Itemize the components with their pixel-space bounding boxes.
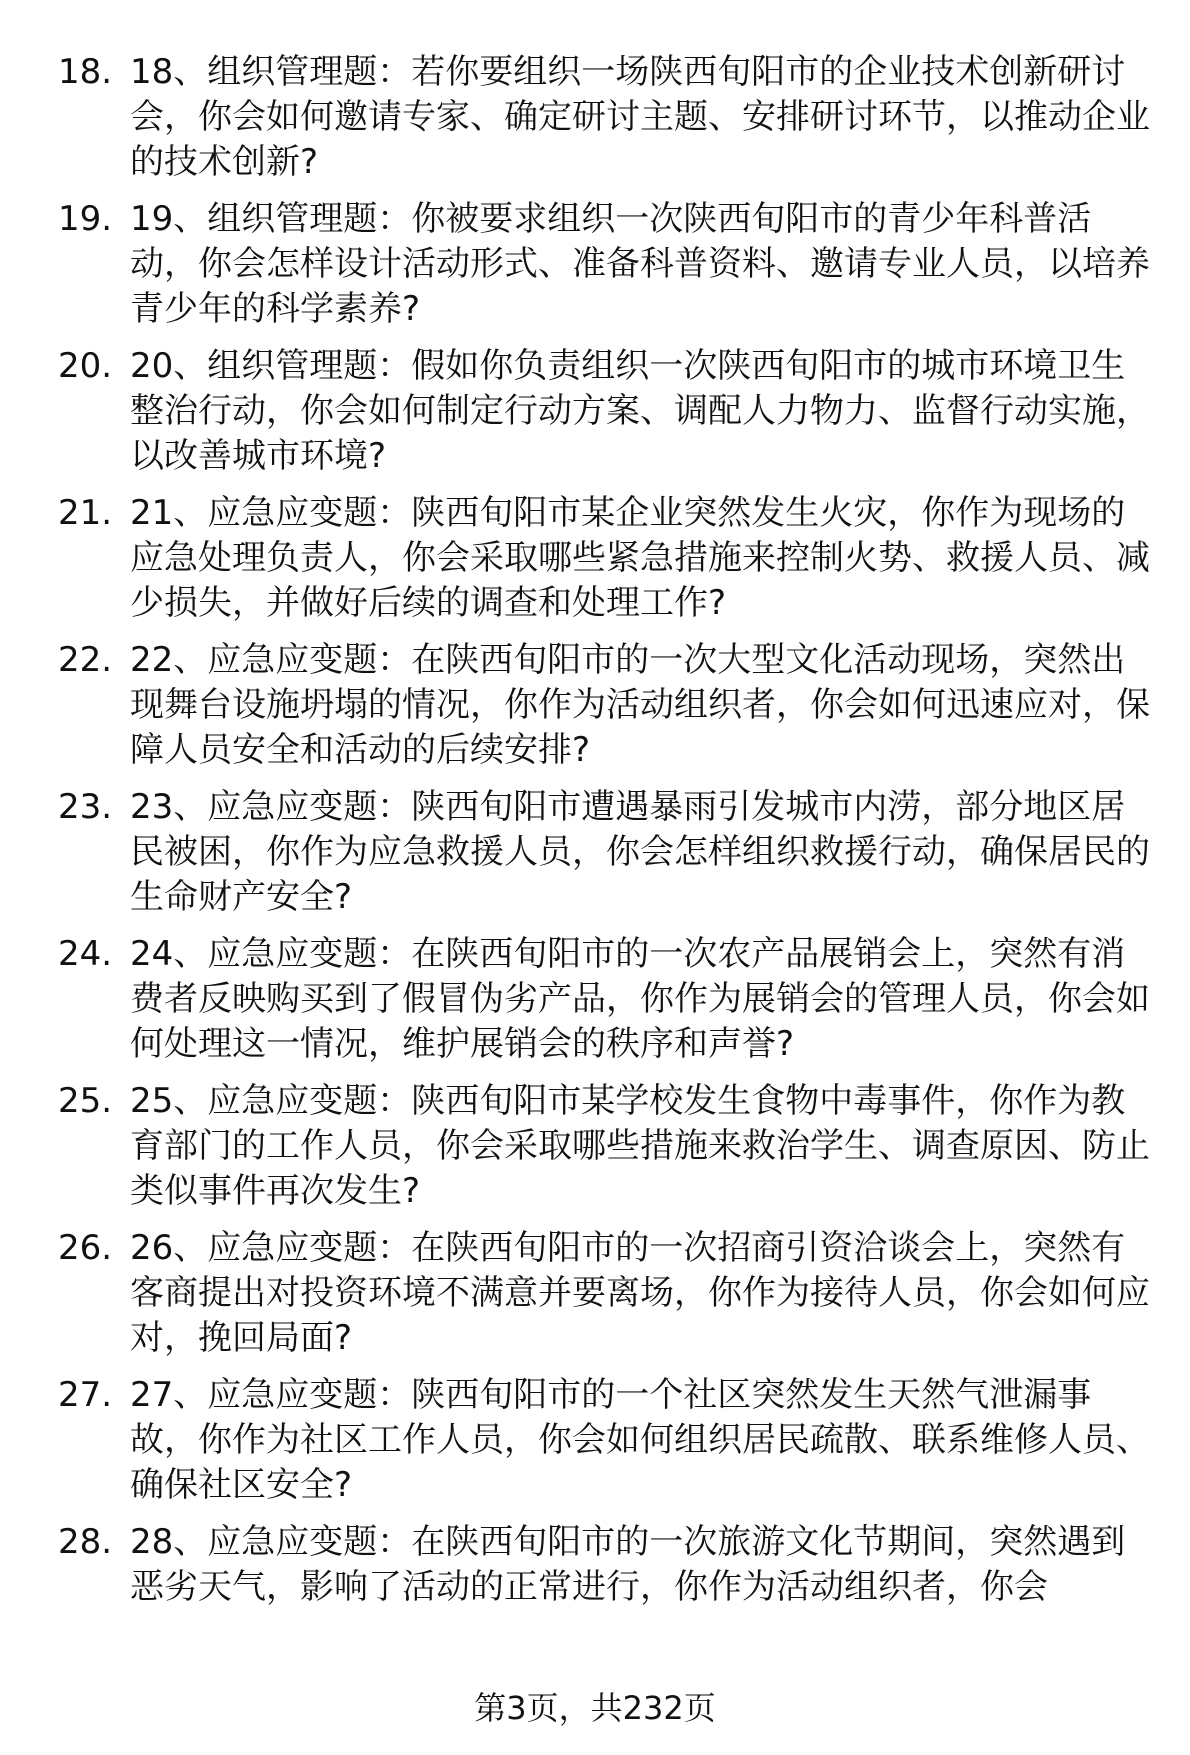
item-text: 19、组织管理题：你被要求组织一次陕西旬阳市的青少年科普活动，你会怎样设计活动形式、准备科普资料、邀请专业人员，以培养青少年的科学素养? [130, 199, 1150, 329]
item-number: 26. [58, 1228, 113, 1268]
item-number: 28. [58, 1522, 113, 1562]
item-number: 24. [58, 934, 113, 974]
list-item [58, 50, 1158, 185]
list-item [58, 491, 1158, 626]
item-text: 24、应急应变题：在陕西旬阳市的一次农产品展销会上，突然有消费者反映购买到了假冒伪劣产品，你作为展销会的管理人员，你会如何处理这一情况，维护展销会的秩序和声誉? [130, 934, 1150, 1064]
item-text: 20、组织管理题：假如你负责组织一次陕西旬阳市的城市环境卫生整治行动，你会如何制定行动方案、调配人力物力、监督行动实施，以改善城市环境? [130, 346, 1150, 476]
question-list [58, 50, 1158, 1667]
list-item [58, 638, 1158, 773]
item-number: 23. [58, 787, 113, 827]
item-number: 20. [58, 346, 113, 386]
item-text: 25、应急应变题：陕西旬阳市某学校发生食物中毒事件，你作为教育部门的工作人员，你会采取哪些措施来救治学生、调查原因、防止类似事件再次发生? [130, 1081, 1150, 1211]
list-item [58, 1079, 1158, 1214]
item-text: 21、应急应变题：陕西旬阳市某企业突然发生火灾，你作为现场的应急处理负责人，你会采取哪些紧急措施来控制火势、救援人员、减少损失，并做好后续的调查和处理工作? [130, 493, 1150, 623]
item-number: 18. [58, 52, 113, 92]
item-number: 25. [58, 1081, 113, 1121]
item-text: 23、应急应变题：陕西旬阳市遭遇暴雨引发城市内涝，部分地区居民被困，你作为应急救援人员，你会怎样组织救援行动，确保居民的生命财产安全? [130, 787, 1150, 917]
list-item [58, 1520, 1158, 1655]
list-item [58, 344, 1158, 479]
item-text: 18、组织管理题：若你要组织一场陕西旬阳市的企业技术创新研讨会，你会如何邀请专家、确定研讨主题、安排研讨环节，以推动企业的技术创新? [130, 52, 1150, 182]
item-number: 22. [58, 640, 113, 680]
list-item [58, 1226, 1158, 1361]
item-text: 27、应急应变题：陕西旬阳市的一个社区突然发生天然气泄漏事故，你作为社区工作人员，你会如何组织居民疏散、联系维修人员、确保社区安全? [130, 1375, 1150, 1505]
item-text: 28、应急应变题：在陕西旬阳市的一次旅游文化节期间，突然遇到恶劣天气，影响了活动的正常进行，你作为活动组织者，你会 [130, 1522, 1126, 1607]
list-item [58, 785, 1158, 920]
item-text: 26、应急应变题：在陕西旬阳市的一次招商引资洽谈会上，突然有客商提出对投资环境不满意并要离场，你作为接待人员，你会如何应对，挽回局面? [130, 1228, 1150, 1358]
item-number: 27. [58, 1375, 113, 1415]
list-item [58, 197, 1158, 332]
list-item [58, 1373, 1158, 1508]
list-item [58, 932, 1158, 1067]
item-number: 19. [58, 199, 113, 239]
page-footer: 第3页，共232页 [474, 1689, 716, 1727]
item-text: 22、应急应变题：在陕西旬阳市的一次大型文化活动现场，突然出现舞台设施坍塌的情况，你作为活动组织者，你会如何迅速应对，保障人员安全和活动的后续安排? [130, 640, 1150, 770]
item-number: 21. [58, 493, 113, 533]
